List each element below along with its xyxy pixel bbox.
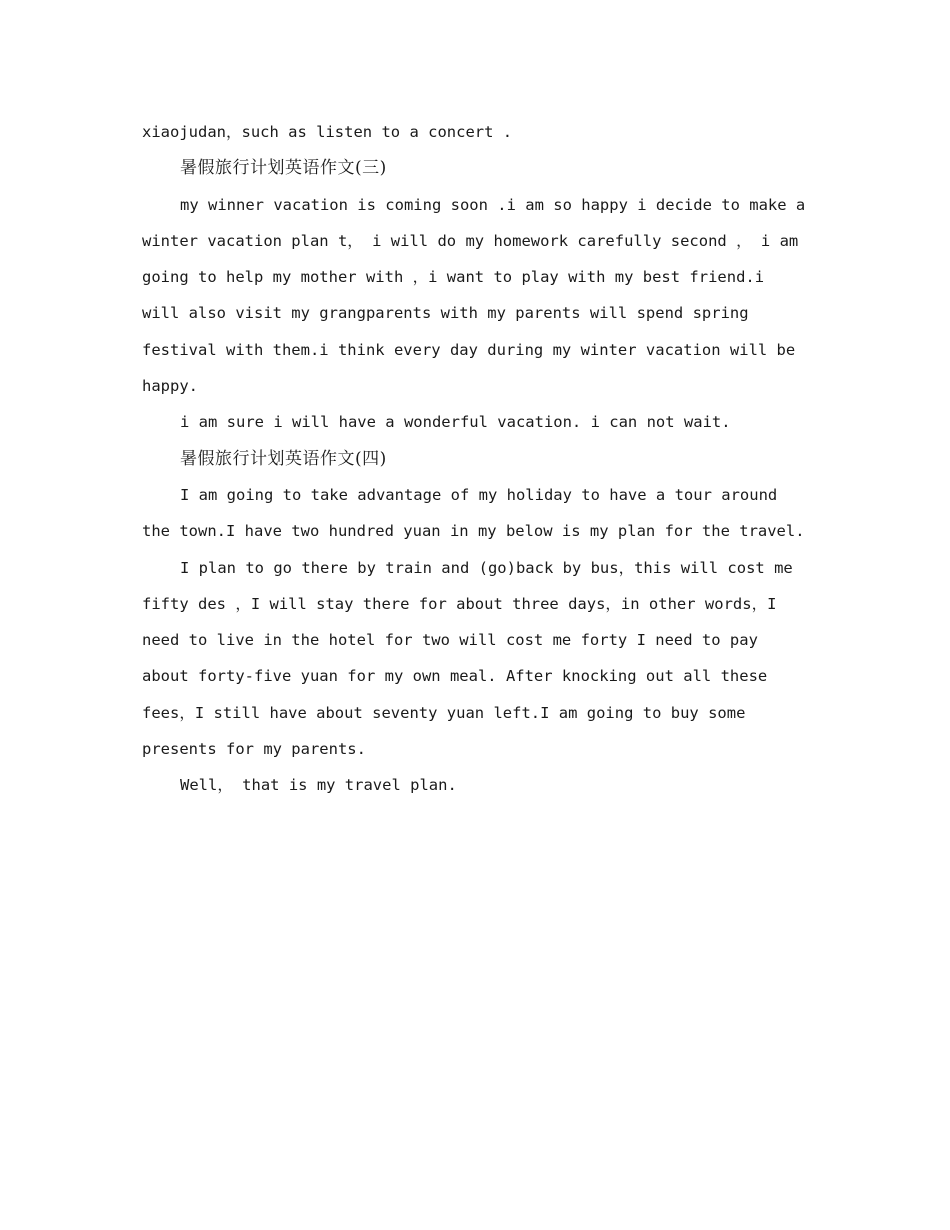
intro-tail-line: xiaojudan，such as listen to a concert . <box>142 123 513 141</box>
section-4-heading: 暑假旅行计划英语作文(四) <box>180 448 387 469</box>
section-4-para-1-line-1: I am going to take advantage of my holiday to have a tour around <box>180 485 778 504</box>
section-4-para-2-line-4: about forty-five yuan for my own meal. After knocking out all these <box>142 667 768 686</box>
section-3-para-1-line-2: winter vacation plan t， i will do my homework carefully second ， i am <box>142 231 799 250</box>
section-4-para-1-line-2: the town.I have two hundred yuan in my below is my plan for the travel. <box>142 522 805 541</box>
document-body <box>142 114 822 804</box>
section-4-para-3: Well， that is my travel plan. <box>180 776 457 795</box>
section-3-para-2: i am sure i will have a wonderful vacation. i can not wait. <box>180 413 731 432</box>
section-4-para-2-line-2: fifty des ，I will stay there for about three days，in other words，I <box>142 594 777 613</box>
section-4-para-2-line-5: fees，I still have about seventy yuan left.I am going to buy some <box>142 703 746 722</box>
section-3-para-1-line-5: festival with them.i think every day during my winter vacation will be <box>142 340 796 359</box>
section-3-para-1-line-4: will also visit my grangparents with my parents will spend spring <box>142 304 749 323</box>
section-3-para-1-line-3: going to help my mother with ，i want to play with my best friend.i <box>142 268 765 287</box>
section-3-para-1-line-1: my winner vacation is coming soon .i am so happy i decide to make a <box>180 195 806 214</box>
section-3-heading: 暑假旅行计划英语作文(三) <box>180 158 387 179</box>
section-4-para-2-line-3: need to live in the hotel for two will cost me forty I need to pay <box>142 631 758 650</box>
section-4-para-2-line-1: I plan to go there by train and (go)back by bus，this will cost me <box>180 558 793 577</box>
section-4-para-2-line-6: presents for my parents. <box>142 740 366 759</box>
section-3-para-1-line-6: happy. <box>142 377 198 396</box>
